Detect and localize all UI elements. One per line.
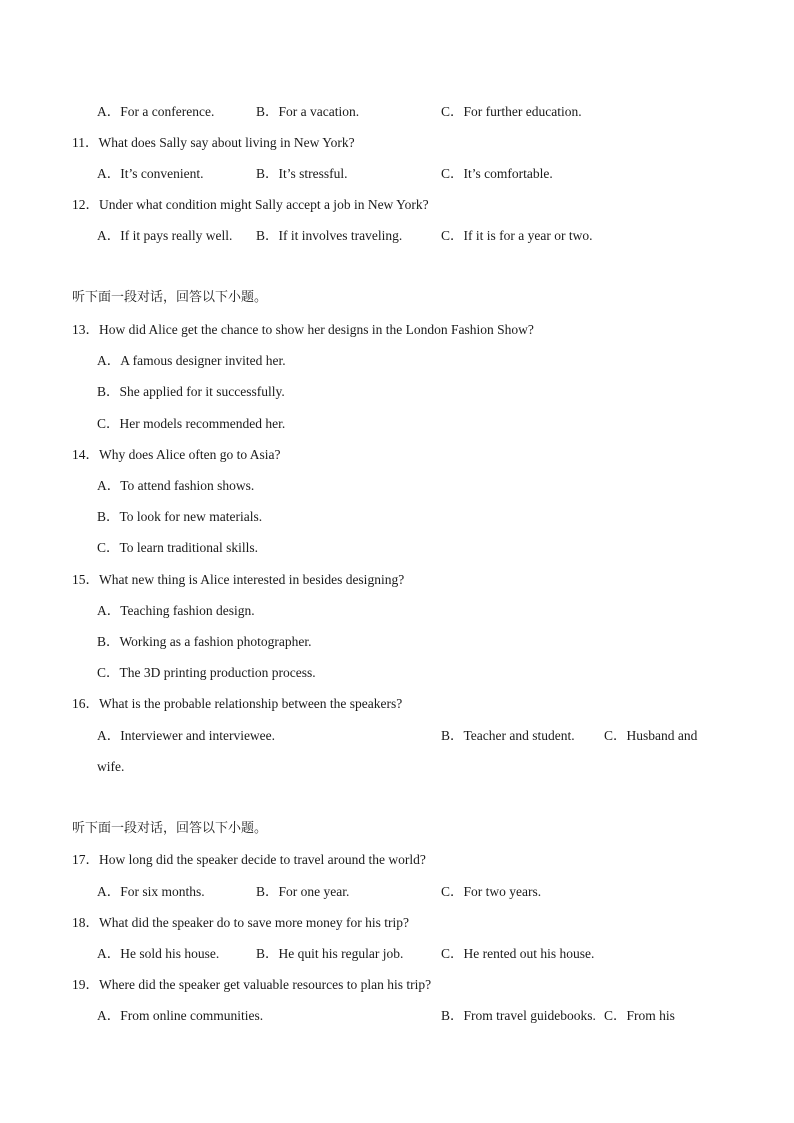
q19-option-a: A．From online communities. bbox=[97, 1008, 264, 1023]
q16-stem: 16．What is the probable relationship between the speakers? bbox=[72, 696, 403, 711]
q19-stem: 19．Where did the speaker get valuable resources to plan his trip? bbox=[72, 977, 432, 992]
q18-option-a: A．He sold his house. bbox=[97, 946, 220, 961]
section-heading: 听下面一段对话，回答以下小题。 bbox=[72, 290, 268, 305]
q16-option-c: C．Husband and bbox=[604, 728, 698, 743]
q16-option-a: A．Interviewer and interviewee. bbox=[97, 728, 276, 743]
q17-stem: 17．How long did the speaker decide to travel around the world? bbox=[72, 852, 426, 867]
q13-stem: 13．How did Alice get the chance to show her designs in the London Fashion Show? bbox=[72, 322, 534, 337]
q18-option-c: C．He rented out his house. bbox=[441, 946, 595, 961]
q16-option-c-continued: wife. bbox=[97, 759, 125, 774]
q14-option-a: A．To attend fashion shows. bbox=[97, 478, 255, 493]
q12-option-a: A．If it pays really well. bbox=[97, 228, 233, 243]
q17-option-c: C．For two years. bbox=[441, 884, 542, 899]
q19-option-b: B．From travel guidebooks. bbox=[441, 1008, 596, 1023]
q15-option-b: B．Working as a fashion photographer. bbox=[97, 634, 312, 649]
q18-option-b: B．He quit his regular job. bbox=[256, 946, 404, 961]
q14-option-c: C．To learn traditional skills. bbox=[97, 540, 259, 555]
q15-option-c: C．The 3D printing production process. bbox=[97, 665, 316, 680]
q12-option-b: B．If it involves traveling. bbox=[256, 228, 403, 243]
q11-option-a: A．It’s convenient. bbox=[97, 166, 204, 181]
q13-option-b: B．She applied for it successfully. bbox=[97, 384, 285, 399]
q12-option-c: C．If it is for a year or two. bbox=[441, 228, 593, 243]
q14-stem: 14．Why does Alice often go to Asia? bbox=[72, 447, 281, 462]
q10-option-b: B．For a vacation. bbox=[256, 104, 360, 119]
q19-option-c: C．From his bbox=[604, 1008, 675, 1023]
q10-option-c: C．For further education. bbox=[441, 104, 582, 119]
q10-option-a: A．For a conference. bbox=[97, 104, 215, 119]
q13-option-c: C．Her models recommended her. bbox=[97, 416, 286, 431]
q17-option-a: A．For six months. bbox=[97, 884, 205, 899]
q18-stem: 18．What did the speaker do to save more money for his trip? bbox=[72, 915, 410, 930]
section-heading: 听下面一段对话，回答以下小题。 bbox=[72, 821, 268, 836]
q11-option-c: C．It’s comfortable. bbox=[441, 166, 553, 181]
q11-stem: 11．What does Sally say about living in New York? bbox=[72, 135, 355, 150]
q16-option-b: B．Teacher and student. bbox=[441, 728, 575, 743]
q15-stem: 15．What new thing is Alice interested in besides designing? bbox=[72, 572, 405, 587]
q13-option-a: A．A famous designer invited her. bbox=[97, 353, 286, 368]
q12-stem: 12．Under what condition might Sally accept a job in New York? bbox=[72, 197, 429, 212]
q11-option-b: B．It’s stressful. bbox=[256, 166, 348, 181]
q17-option-b: B．For one year. bbox=[256, 884, 350, 899]
q15-option-a: A．Teaching fashion design. bbox=[97, 603, 255, 618]
q14-option-b: B．To look for new materials. bbox=[97, 509, 263, 524]
